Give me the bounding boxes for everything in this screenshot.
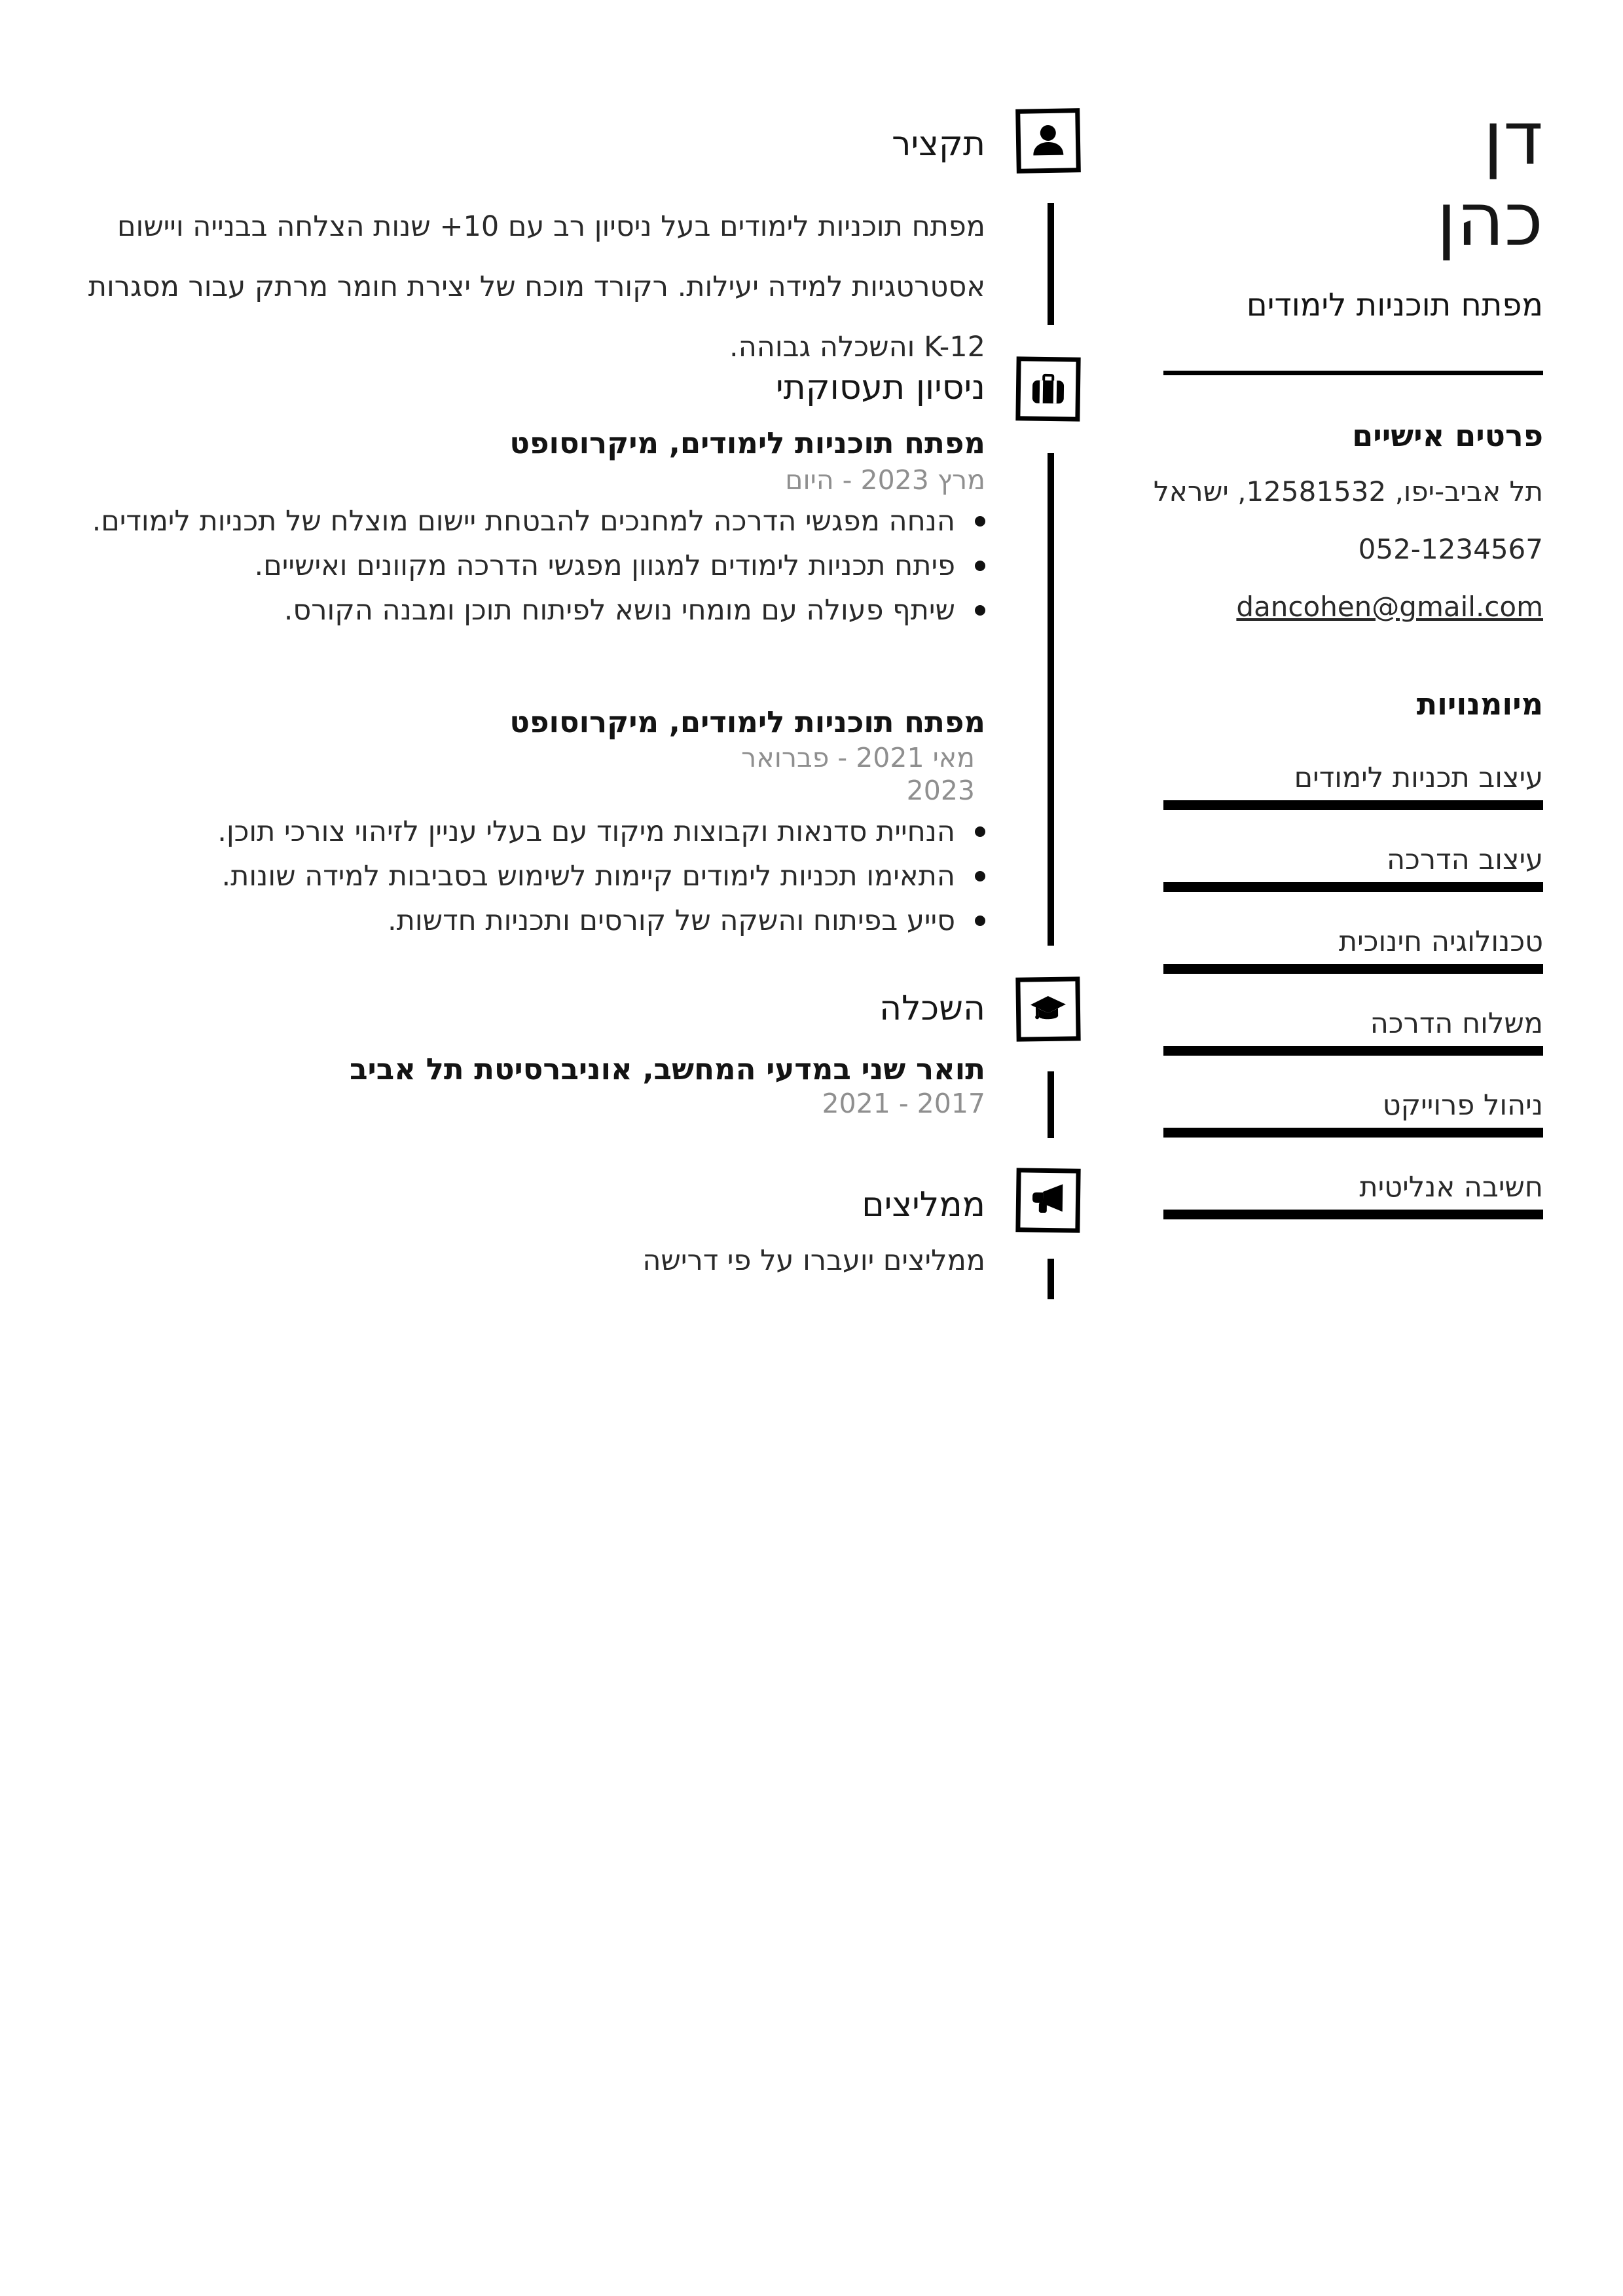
skill-label: עיצוב תכניות לימודים — [1294, 762, 1543, 794]
timeline-connector — [1048, 453, 1054, 946]
education-date: 2017 - 2021 — [822, 1088, 985, 1119]
timeline-node-education — [1015, 976, 1080, 1041]
skill-bar — [1163, 1128, 1543, 1138]
job-date: מאי 2021 - פברואר 2023 — [741, 742, 975, 806]
education-degree: תואר שני במדעי המחשב, אוניברסיטת תל אביב — [350, 1052, 985, 1086]
experience-section-heading: ניסיון תעסוקתי — [775, 368, 985, 407]
job-bullet-text: שיתף פעולה עם מומחי נושא לפיתוח תוכן ומבנה הקורס. — [283, 594, 955, 627]
skill-bar — [1163, 964, 1543, 974]
person-icon — [1030, 122, 1067, 160]
job-bullet — [56, 898, 985, 943]
skill-label: משלוח הדרכה — [1370, 1007, 1543, 1040]
skill-label: עיצוב הדרכה — [1387, 843, 1543, 876]
job-bullet — [56, 809, 985, 854]
bullet-dot-icon — [975, 826, 985, 837]
education-section-heading: השכלה — [879, 989, 985, 1028]
contact-address: תל אביב-יפו, 12581532, ישראל — [1153, 475, 1543, 508]
megaphone-icon — [1030, 1182, 1067, 1219]
job-title: מפתח תוכניות לימודים, מיקרוסופט — [509, 705, 985, 739]
job-bullet-text: הנחה מפגשי הדרכה למחנכים להבטחת יישום מוצלח של תכניות לימודים. — [92, 505, 955, 538]
timeline-connector — [1048, 203, 1054, 325]
skill-bar — [1163, 800, 1543, 810]
skills-section-heading: מיומנויות — [1416, 686, 1543, 722]
references-text: ממליצים יועברו על פי דרישה — [642, 1244, 985, 1277]
skill-bar — [1163, 882, 1543, 892]
job-bullet-text: סייע בפיתוח והשקה של קורסים ותכניות חדשות. — [388, 904, 955, 937]
timeline-node-experience — [1015, 356, 1080, 421]
summary-section-heading: תקציר — [892, 124, 985, 164]
references-section-heading: ממליצים — [862, 1185, 985, 1225]
job-bullet-text: הנחיית סדנאות וקבוצות מיקוד עם בעלי עניין לזיהוי צורכי תוכן. — [217, 815, 955, 848]
job-bullet — [56, 499, 985, 544]
skill-label: טכנולוגיה חינוכית — [1338, 925, 1543, 958]
skill-bar — [1163, 1046, 1543, 1056]
person-name — [1163, 98, 1543, 261]
summary-text: מפתח תוכניות לימודים בעל ניסיון רב עם 10+ שנות הצלחה בבנייה ויישום אסטרטגיות למידה יעילות. רקורד מוכח של יצירת חומר מרתק עבור מסגרות K-12 והשכלה גבוהה. — [88, 210, 985, 363]
sidebar-divider — [1163, 371, 1543, 375]
timeline-node-references — [1015, 1168, 1080, 1232]
skill-label: חשיבה אנליטית — [1359, 1171, 1543, 1204]
job-date: מרץ 2023 - היום — [785, 464, 985, 496]
person-job-title: מפתח תוכניות לימודים — [1246, 287, 1543, 324]
bullet-dot-icon — [975, 916, 985, 926]
job-bullet-text: התאימו תכניות לימודים קיימות לשימוש בסביבות למידה שונות. — [221, 860, 955, 893]
job-bullet-text: פיתח תכניות לימודים למגוון מפגשי הדרכה מקוונים ואישיים. — [254, 549, 955, 582]
contact-phone: 052-1234567 — [1358, 533, 1543, 565]
contact-section-heading: פרטים אישיים — [1352, 418, 1543, 453]
job-title: מפתח תוכניות לימודים, מיקרוסופט — [509, 426, 985, 460]
timeline-connector — [1048, 1259, 1054, 1299]
last-name: כהן — [1436, 177, 1543, 263]
bullet-dot-icon — [975, 605, 985, 616]
timeline-node-summary — [1015, 108, 1081, 174]
briefcase-icon — [1030, 371, 1067, 408]
timeline-connector — [1048, 1071, 1054, 1138]
bullet-dot-icon — [975, 871, 985, 881]
first-name: דן — [1483, 96, 1543, 181]
skill-label: ניהול פרוייקט — [1382, 1089, 1543, 1122]
job-bullet — [56, 544, 985, 588]
skill-bar — [1163, 1210, 1543, 1219]
job-bullet-list — [56, 499, 985, 633]
bullet-dot-icon — [975, 561, 985, 571]
job-bullet — [56, 854, 985, 898]
graduation-cap-icon — [1030, 991, 1067, 1028]
contact-email-link[interactable]: dancohen@gmail.com — [1236, 591, 1543, 623]
job-bullet — [56, 588, 985, 633]
job-bullet-list — [56, 809, 985, 943]
bullet-dot-icon — [975, 516, 985, 527]
